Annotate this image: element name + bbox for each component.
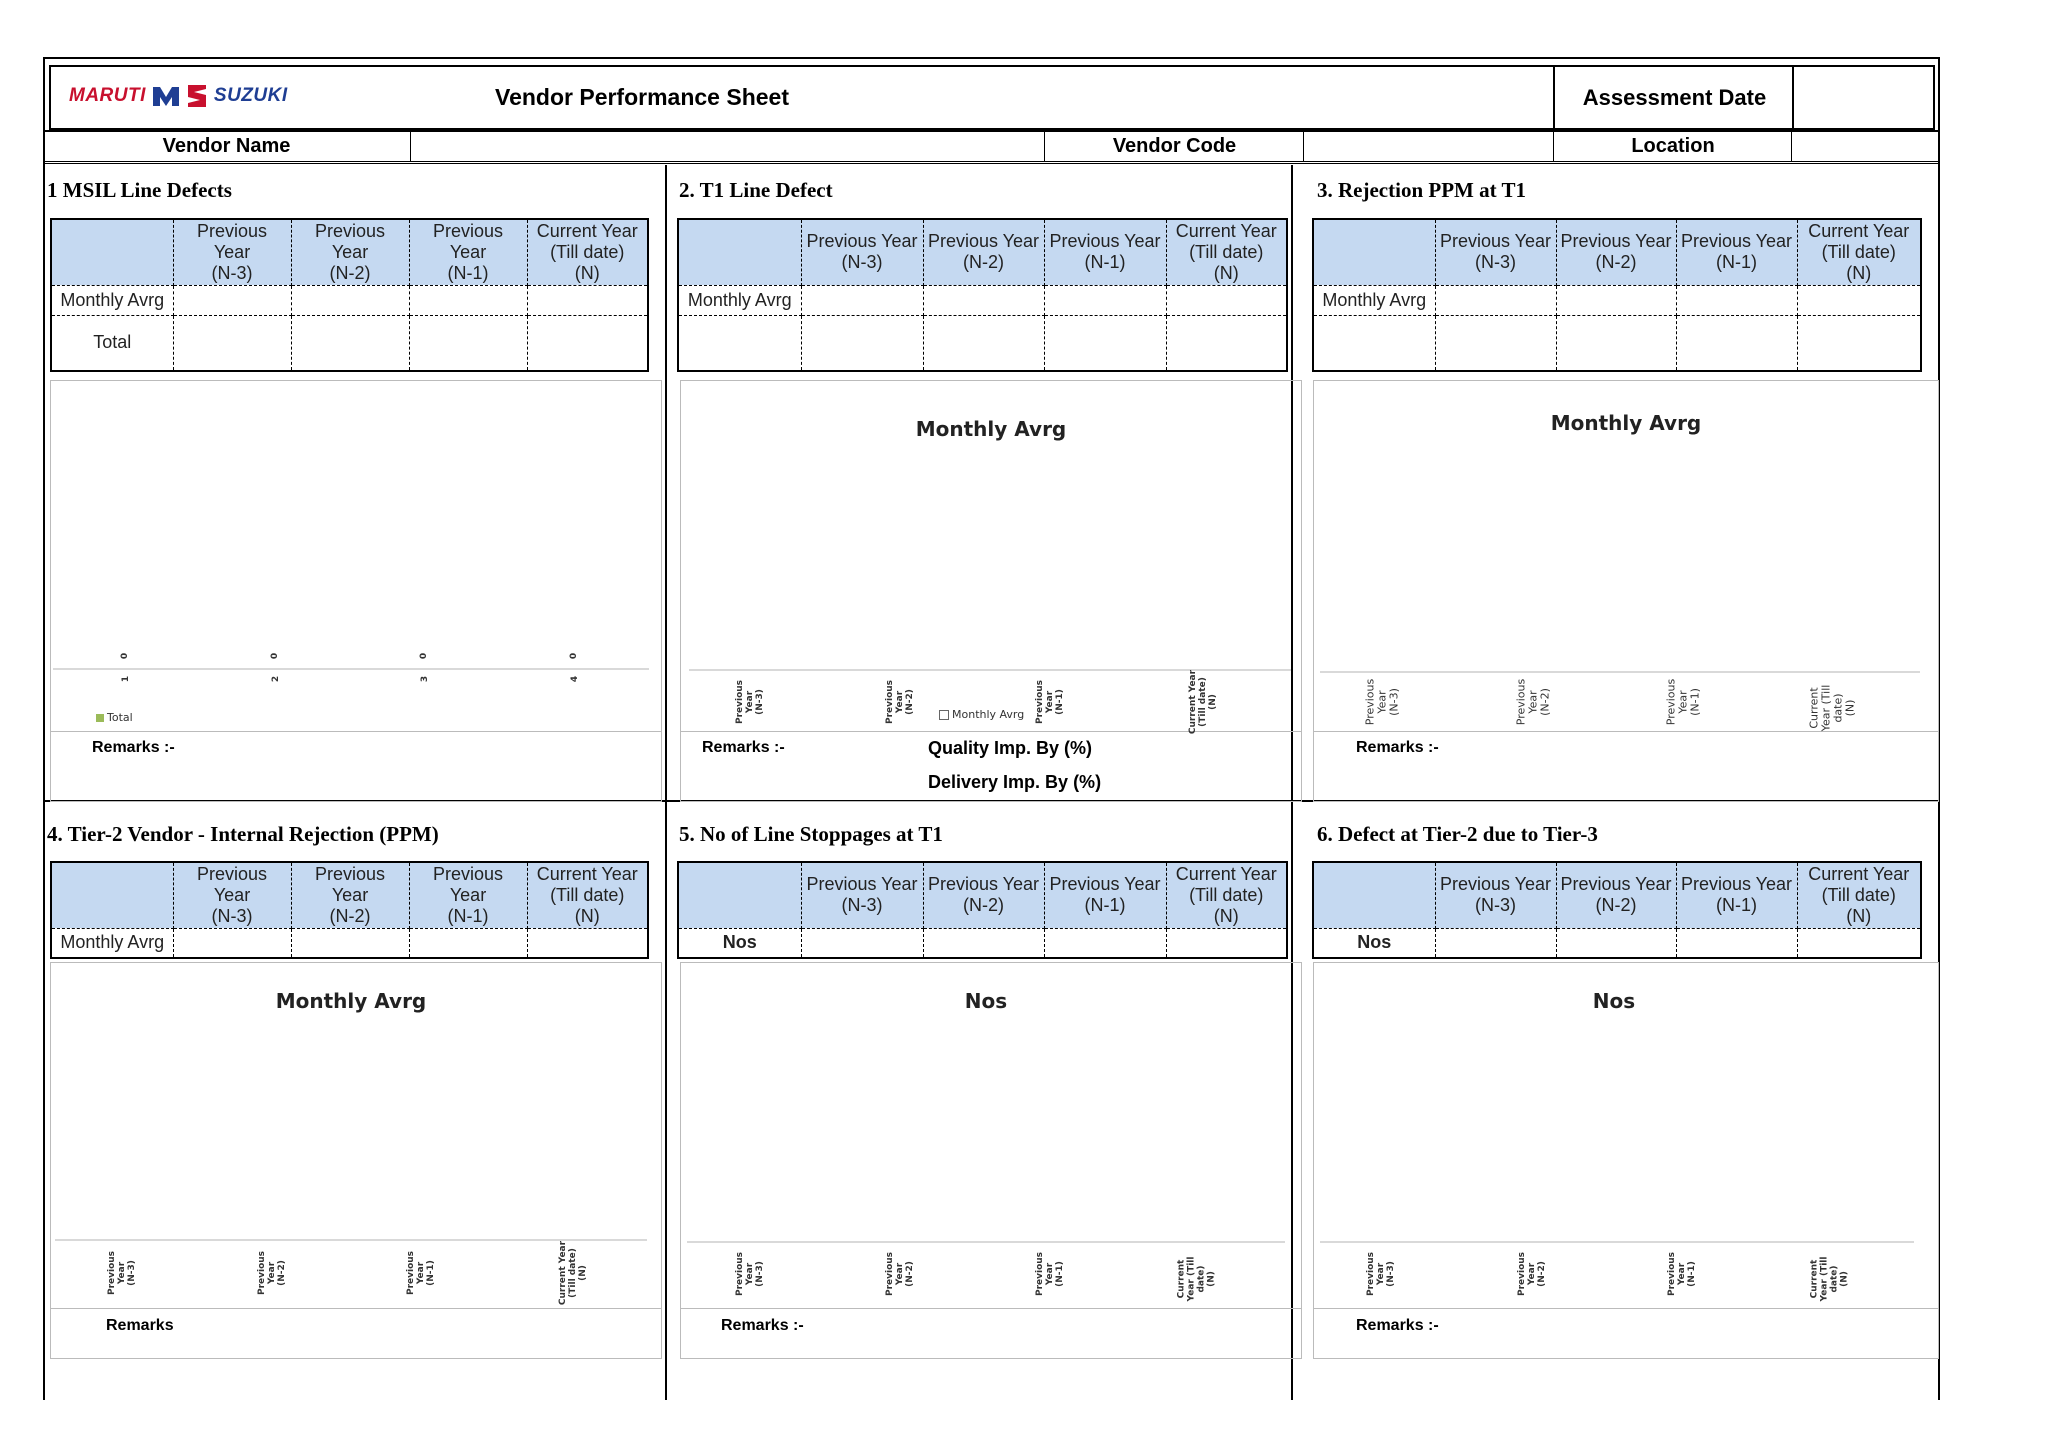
chart-title: Monthly Avrg	[275, 989, 427, 1013]
remarks-divider	[681, 1308, 1301, 1309]
table-row	[51, 285, 648, 315]
table-header-row	[51, 862, 648, 928]
cell[interactable]	[1166, 315, 1287, 371]
table-row	[678, 285, 1287, 315]
tick-label: Previous Year (N-2)	[885, 1251, 916, 1297]
col-n3: Previous Year (N-3)	[173, 219, 291, 285]
chart-title: Monthly Avrg	[915, 417, 1067, 441]
cell[interactable]	[801, 928, 923, 958]
data-label: 0	[120, 652, 131, 660]
cell[interactable]	[409, 285, 527, 315]
section-1-table	[50, 218, 649, 372]
section-5-title: 5. No of Line Stoppages at T1	[679, 822, 943, 846]
section-1-chart	[50, 380, 662, 802]
cell[interactable]	[801, 285, 923, 315]
cell[interactable]	[1797, 285, 1921, 315]
cell[interactable]	[409, 315, 527, 371]
cell[interactable]	[291, 285, 409, 315]
vendor-code-value[interactable]	[1303, 132, 1554, 161]
section-6-chart	[1313, 962, 1939, 1359]
cell[interactable]	[923, 928, 1044, 958]
col-n2: Previous Year (N-2)	[291, 862, 409, 928]
col-n2: Previous Year (N-2)	[1556, 862, 1676, 928]
cell[interactable]	[1797, 928, 1921, 958]
chart-legend	[96, 711, 133, 724]
col-n2: Previous Year (N-2)	[1556, 219, 1676, 285]
remarks-label: Remarks :-	[92, 739, 175, 756]
legend-swatch	[96, 714, 104, 722]
section-2-table	[677, 218, 1288, 372]
cell[interactable]	[1435, 285, 1556, 315]
col-n3: Previous Year (N-3)	[1435, 219, 1556, 285]
table-header-row	[678, 862, 1287, 928]
cell[interactable]	[1676, 315, 1797, 371]
chart-title: Nos	[1592, 989, 1636, 1013]
tick-label: Previous Year (N-3)	[735, 1251, 766, 1297]
cell[interactable]	[1166, 928, 1287, 958]
tick-label: Previous Year (N-1)	[1035, 679, 1066, 725]
cell[interactable]	[923, 315, 1044, 371]
col-n1: Previous Year (N-1)	[1676, 219, 1797, 285]
x-axis	[53, 668, 649, 670]
section-4-chart	[50, 962, 662, 1359]
vendor-name-label: Vendor Name	[162, 135, 291, 157]
col-n1: Previous Year (N-1)	[1676, 862, 1797, 928]
logo-suzuki-text: SUZUKI	[213, 85, 288, 106]
table-row	[678, 315, 1287, 371]
col-current: Current Year (Till date) (N)	[527, 219, 648, 285]
table-header-row	[678, 219, 1287, 285]
section-1-title: 1 MSIL Line Defects	[47, 178, 232, 202]
legend-label: Monthly Avrg	[952, 708, 1025, 721]
remarks-label: Remarks :-	[1356, 1317, 1439, 1334]
cell[interactable]	[801, 315, 923, 371]
location-label: Location	[1553, 132, 1792, 161]
col-current: Current Year (Till date) (N)	[1166, 862, 1287, 928]
row-label: Total	[51, 315, 173, 371]
table-header-row	[1313, 219, 1921, 285]
header-blank	[1313, 862, 1435, 928]
remarks-divider	[51, 1308, 661, 1309]
cell[interactable]	[1676, 928, 1797, 958]
col-current: Current Year (Till date) (N)	[1797, 862, 1921, 928]
assessment-date-value[interactable]	[1792, 67, 1933, 128]
tick-label: 4	[570, 675, 581, 683]
col-n3: Previous Year (N-3)	[801, 219, 923, 285]
header-blank	[678, 219, 801, 285]
col-n1: Previous Year (N-1)	[1044, 862, 1166, 928]
tick-label: 1	[121, 675, 132, 683]
cell[interactable]	[1435, 928, 1556, 958]
section-2-chart	[680, 380, 1302, 802]
cell[interactable]	[291, 315, 409, 371]
cell[interactable]	[527, 928, 648, 958]
cell[interactable]	[1166, 285, 1287, 315]
section-5-table	[677, 861, 1288, 959]
section-4-table	[50, 861, 649, 959]
tick-label: 2	[271, 675, 282, 683]
section-4-title: 4. Tier-2 Vendor - Internal Rejection (PPM)	[47, 822, 439, 846]
remarks-label: Remarks	[106, 1317, 174, 1334]
row-label: Monthly Avrg	[1313, 285, 1435, 315]
remarks-label: Remarks :-	[702, 739, 785, 756]
tick-label: Previous Year (N-1)	[1667, 1251, 1698, 1297]
col-n1: Previous Year (N-1)	[1044, 219, 1166, 285]
data-label: 0	[419, 652, 430, 660]
table-header-row	[1313, 862, 1921, 928]
cell[interactable]	[1435, 315, 1556, 371]
header-row	[49, 65, 1935, 130]
tick-label: Previous Year (N-3)	[735, 679, 766, 725]
table-row	[1313, 315, 1921, 371]
assessment-date-label: Assessment Date	[1553, 67, 1794, 128]
cell[interactable]	[1556, 315, 1676, 371]
header-blank	[51, 862, 173, 928]
cell[interactable]	[409, 928, 527, 958]
tick-label: Current Year (Till date) (N)	[1807, 684, 1857, 732]
chart-legend	[939, 708, 1024, 721]
remarks-label: Remarks :-	[1356, 739, 1439, 756]
column-divider-1	[665, 165, 667, 1400]
legend-label: Total	[107, 711, 133, 724]
tick-label: Previous Year (N-1)	[1035, 1251, 1066, 1297]
cell[interactable]	[527, 315, 648, 371]
cell[interactable]	[1556, 928, 1676, 958]
section-6-title: 6. Defect at Tier-2 due to Tier-3	[1317, 822, 1598, 846]
table-row	[1313, 285, 1921, 315]
cell[interactable]	[1044, 285, 1166, 315]
table-row	[678, 928, 1287, 958]
section-3-chart	[1313, 380, 1939, 802]
col-n2: Previous Year (N-2)	[923, 862, 1044, 928]
section-3-table	[1312, 218, 1922, 372]
row-label: Monthly Avrg	[51, 285, 173, 315]
data-label: 0	[270, 652, 281, 660]
tick-label: Current Year (Till date) (N)	[1188, 669, 1219, 735]
row-label: Monthly Avrg	[51, 928, 173, 958]
x-axis	[1320, 1241, 1914, 1243]
vendor-code-label: Vendor Code	[1044, 132, 1304, 161]
col-n2: Previous Year (N-2)	[291, 219, 409, 285]
cell[interactable]	[1556, 285, 1676, 315]
chart-title: Nos	[964, 989, 1008, 1013]
col-n1: Previous Year (N-1)	[409, 862, 527, 928]
remarks-divider	[1314, 1308, 1938, 1309]
cell[interactable]	[173, 315, 291, 371]
vendor-name-value[interactable]	[410, 132, 1045, 161]
row-label	[1313, 315, 1435, 371]
cell[interactable]	[173, 285, 291, 315]
vendor-info-row	[43, 130, 1940, 164]
tick-label: Current Year (Till date) (N)	[1176, 1256, 1217, 1302]
table-header-row	[51, 219, 648, 285]
col-n3: Previous Year (N-3)	[801, 862, 923, 928]
cell[interactable]	[291, 928, 409, 958]
row-label: Nos	[1313, 928, 1435, 958]
quality-improvement-label: Quality Imp. By (%)	[928, 738, 1093, 758]
row-label: Monthly Avrg	[678, 285, 801, 315]
section-2-title: 2. T1 Line Defect	[679, 178, 833, 202]
col-current: Current Year (Till date) (N)	[1797, 219, 1921, 285]
section-5-chart	[680, 962, 1302, 1359]
tick-label: Previous Year (N-1)	[406, 1250, 437, 1296]
tick-label: Previous Year (N-3)	[107, 1250, 138, 1296]
section-6-table	[1312, 861, 1922, 959]
logo-maruti-text: MARUTI	[69, 85, 146, 106]
header-blank	[1313, 219, 1435, 285]
col-n3: Previous Year (N-3)	[1435, 862, 1556, 928]
cell[interactable]	[1044, 928, 1166, 958]
tick-label: Previous Year (N-2)	[1514, 678, 1552, 726]
row-label	[678, 315, 801, 371]
sheet-title: Vendor Performance Sheet	[495, 84, 789, 110]
legend-swatch	[939, 710, 949, 720]
cell[interactable]	[1044, 315, 1166, 371]
tick-label: Previous Year (N-2)	[257, 1250, 288, 1296]
tick-label: Previous Year (N-2)	[885, 679, 916, 725]
table-row	[51, 315, 648, 371]
x-axis	[687, 1241, 1285, 1243]
cell[interactable]	[1797, 315, 1921, 371]
tick-label: Previous Year (N-2)	[1517, 1251, 1548, 1297]
col-n1: Previous Year (N-1)	[409, 219, 527, 285]
location-value[interactable]	[1791, 132, 1940, 161]
tick-label: Previous Year (N-3)	[1366, 1251, 1397, 1297]
tick-label: 3	[420, 675, 431, 683]
col-n2: Previous Year (N-2)	[923, 219, 1044, 285]
remarks-divider	[51, 731, 661, 732]
col-current: Current Year (Till date) (N)	[527, 862, 648, 928]
cell[interactable]	[1676, 285, 1797, 315]
section-3-title: 3. Rejection PPM at T1	[1317, 178, 1526, 202]
tick-label: Previous Year (N-3)	[1363, 678, 1401, 726]
data-label: 0	[569, 652, 580, 660]
col-n3: Previous Year (N-3)	[173, 862, 291, 928]
cell[interactable]	[527, 285, 648, 315]
chart-title: Monthly Avrg	[1550, 411, 1702, 435]
col-current: Current Year (Till date) (N)	[1166, 219, 1287, 285]
header-blank	[51, 219, 173, 285]
cell[interactable]	[923, 285, 1044, 315]
cell[interactable]	[173, 928, 291, 958]
table-row	[1313, 928, 1921, 958]
tick-label: Previous Year (N-1)	[1664, 678, 1702, 726]
tick-label: Current Year (Till date) (N)	[1809, 1256, 1850, 1302]
delivery-improvement-label: Delivery Imp. By (%)	[928, 772, 1102, 792]
remarks-label: Remarks :-	[721, 1317, 804, 1334]
table-row	[51, 928, 648, 958]
row-label: Nos	[678, 928, 801, 958]
header-blank	[678, 862, 801, 928]
x-axis	[1320, 671, 1920, 673]
tick-label: Current Year (Till date) (N)	[558, 1240, 589, 1306]
